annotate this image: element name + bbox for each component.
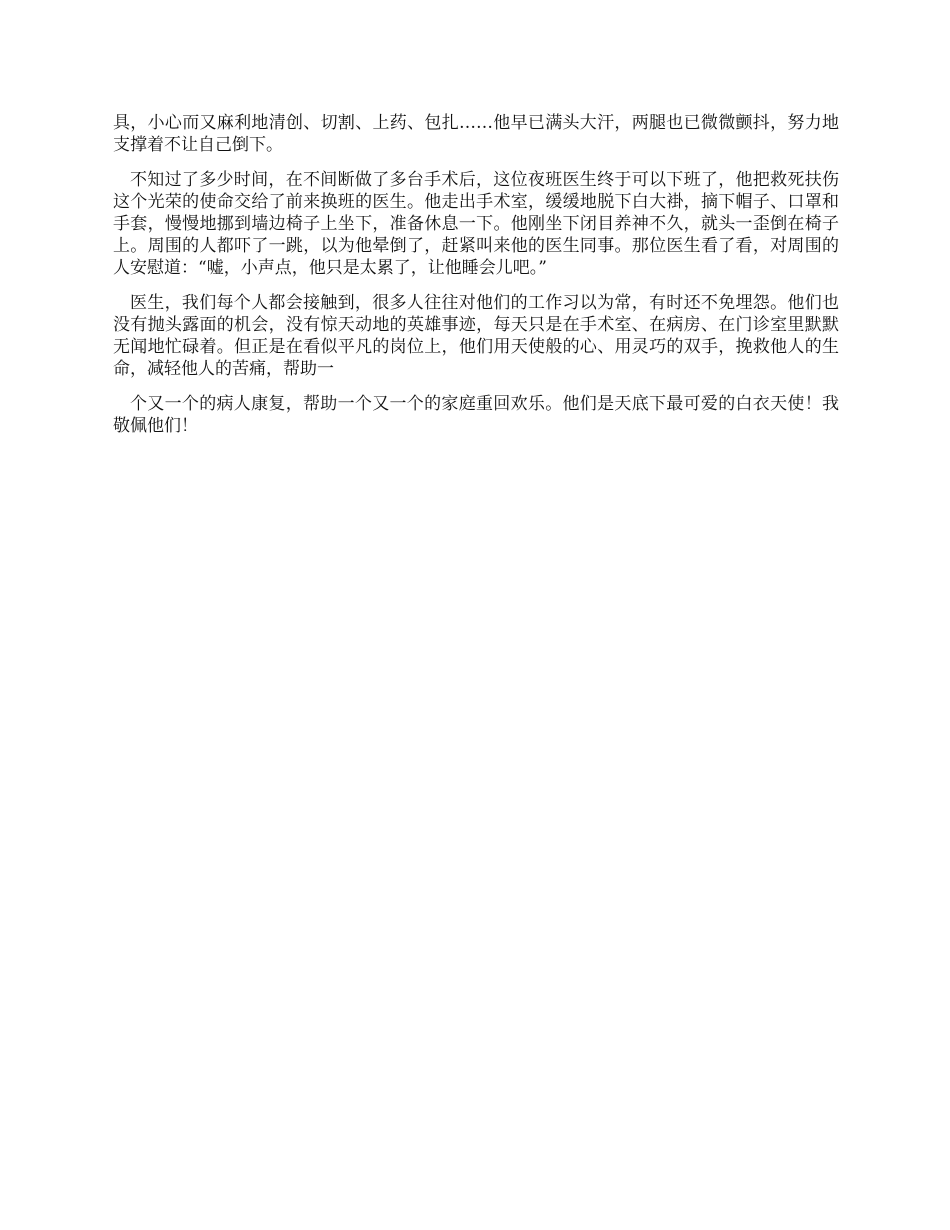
paragraph-4: 个又一个的病人康复，帮助一个又一个的家庭重回欢乐。他们是天底下最可爱的白衣天使！我敬佩他们！: [113, 394, 839, 436]
paragraph-2: 不知过了多少时间，在不间断做了多台手术后，这位夜班医生终于可以下班了，他把救死扶伤这个光荣的使命交给了前来换班的医生。他走出手术室，缓缓地脱下白大褂，摘下帽子、口罩和手套，慢慢地挪到墙边椅子上坐下，准备休息一下。他刚坐下闭目养神不久，就头一歪倒在椅子上。周围的人都吓了一跳，以为他晕倒了，赶紧叫来他的医生同事。那位医生看了看，对周围的人安慰道：“嘘，小声点，他只是太累了，让他睡会儿吧。”: [113, 170, 839, 278]
paragraph-1: 具，小心而又麻利地清创、切割、上药、包扎……他早已满头大汗，两腿也已微微颤抖，努力地支撑着不让自己倒下。: [113, 113, 839, 155]
document-body: [113, 112, 839, 450]
paragraph-3: 医生，我们每个人都会接触到，很多人往往对他们的工作习以为常，有时还不免埋怨。他们也没有抛头露面的机会，没有惊天动地的英雄事迹，每天只是在手术室、在病房、在门诊室里默默无闻地忙碌着。但正是在看似平凡的岗位上，他们用天使般的心、用灵巧的双手，挽救他人的生命，减轻他人的苦痛，帮助一: [113, 293, 839, 379]
